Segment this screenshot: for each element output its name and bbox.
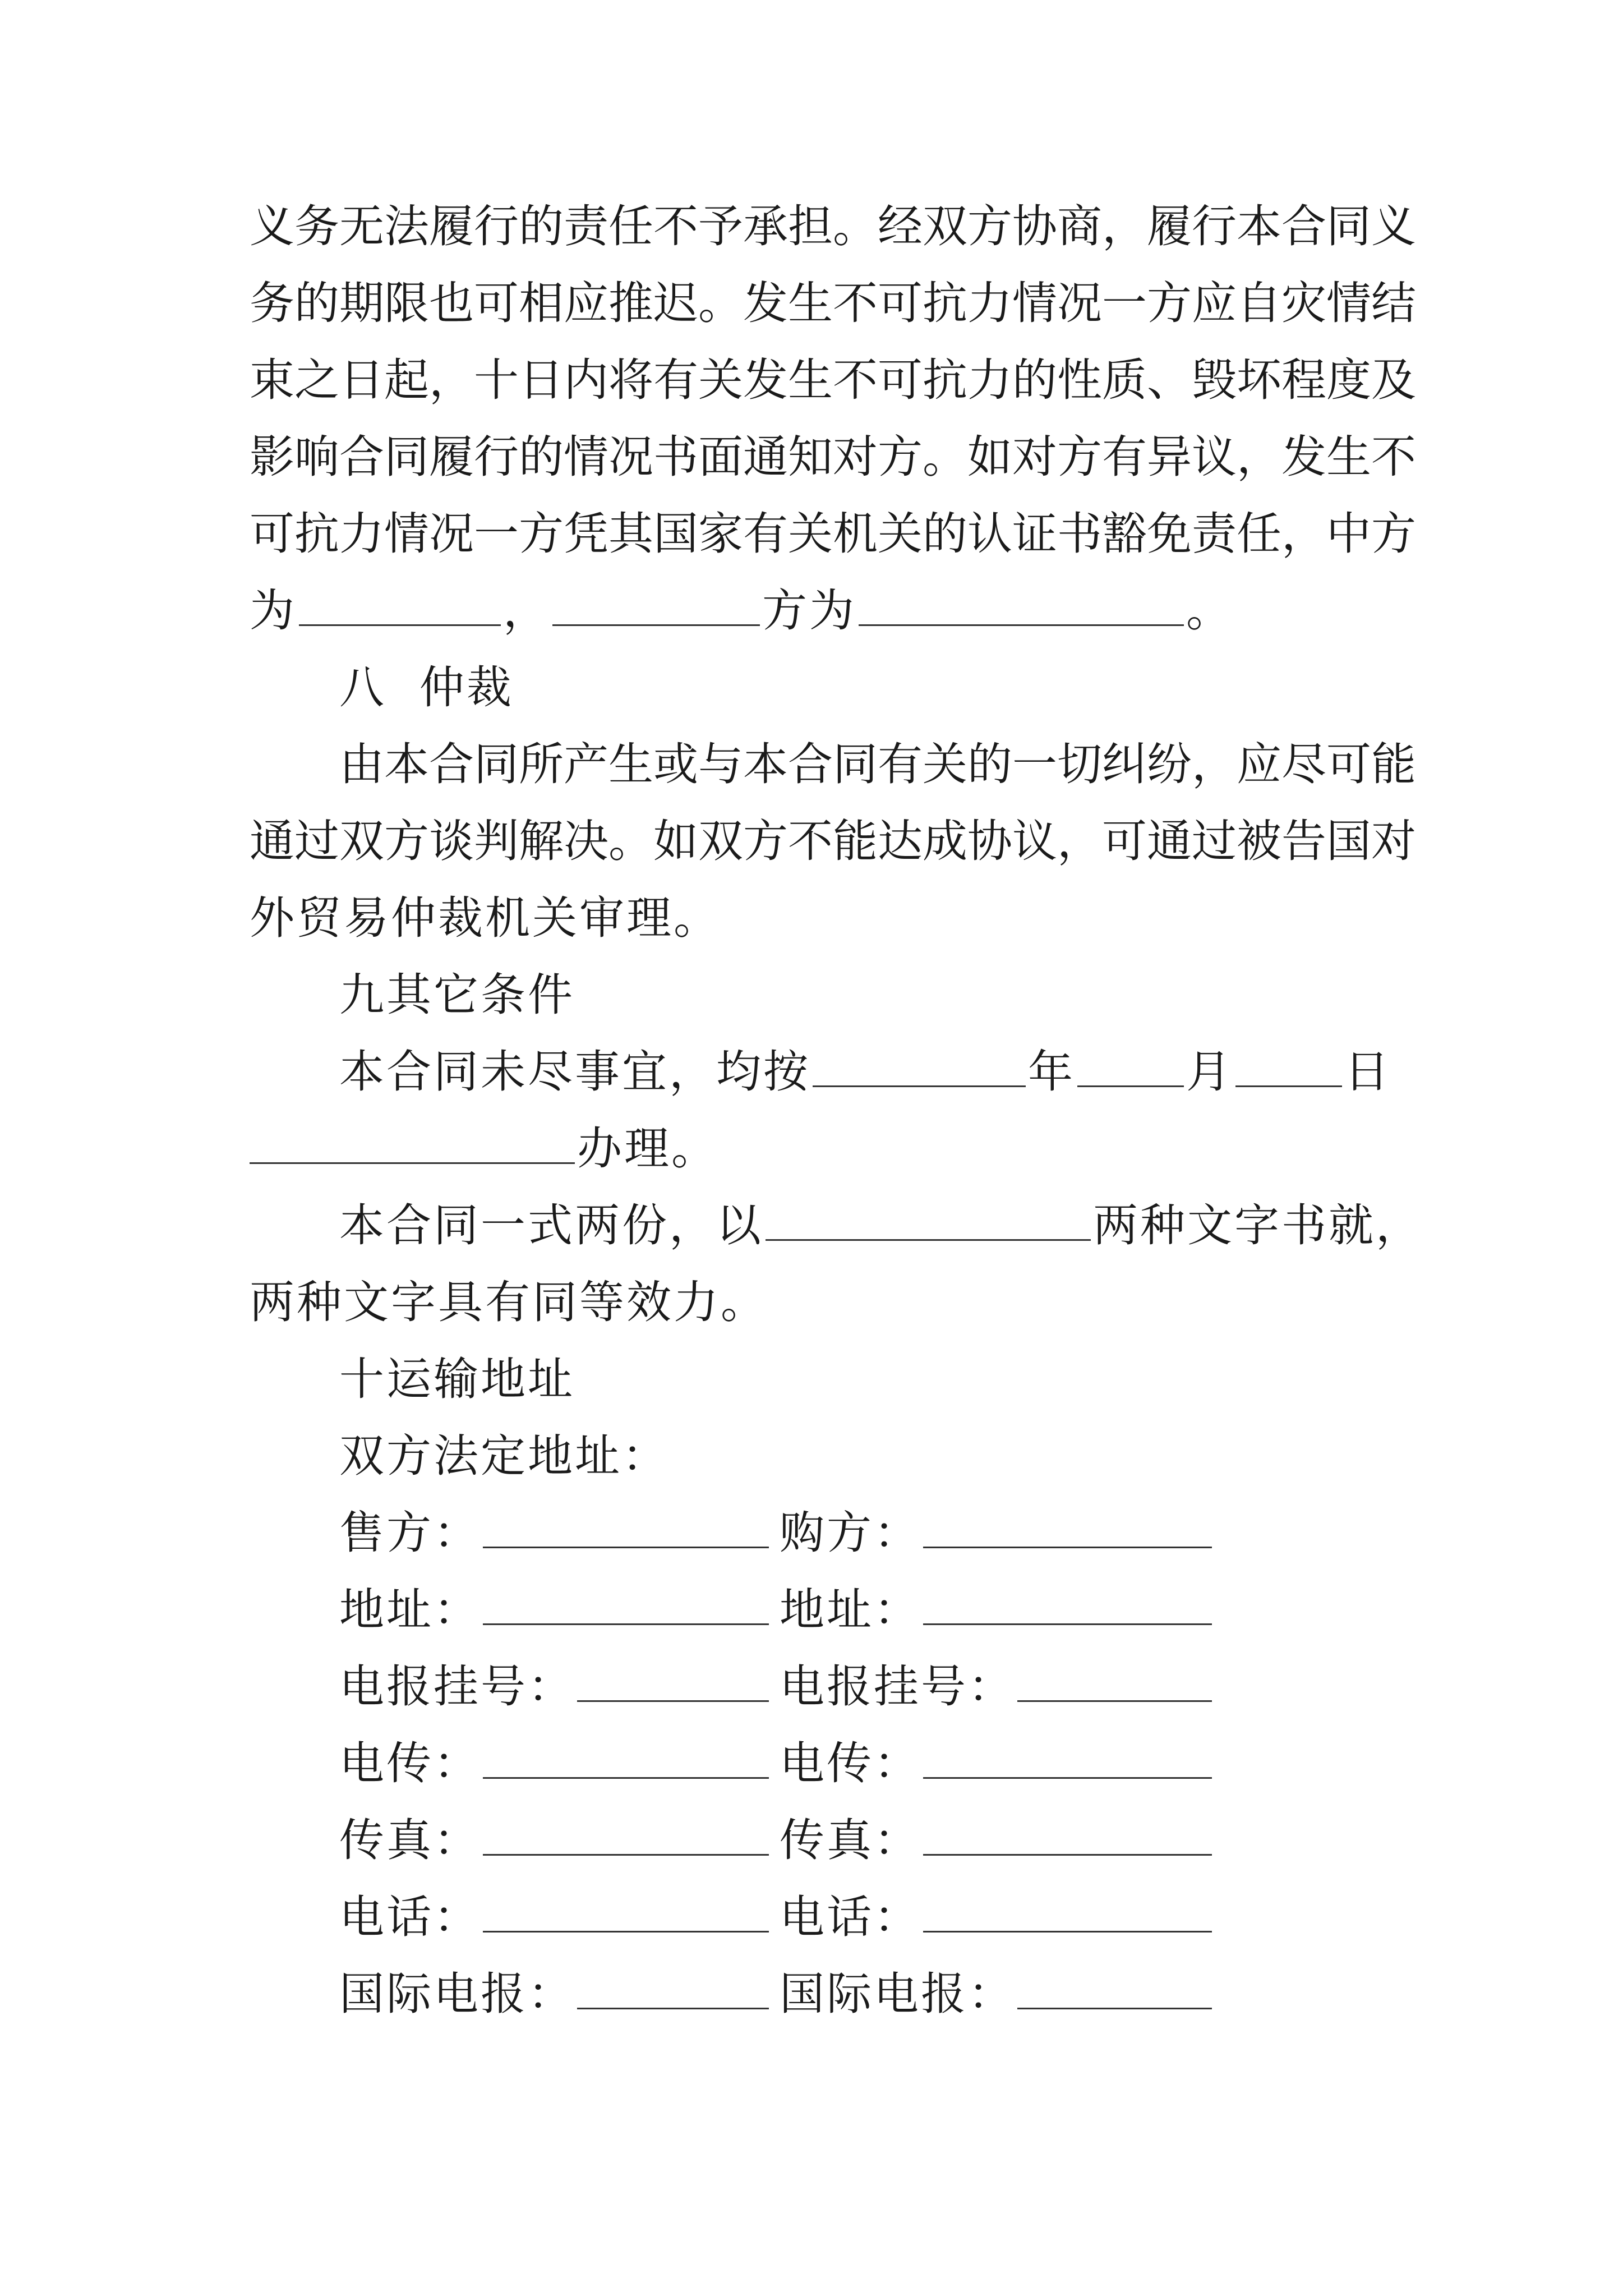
text-line (250, 1110, 1394, 1187)
fill-blank[interactable] (859, 585, 1184, 626)
text-segment: ， (503, 585, 550, 637)
fill-blank[interactable] (299, 585, 501, 626)
fill-blank[interactable] (766, 1200, 1091, 1241)
text-line (250, 572, 1394, 649)
text-line: 外贸易仲裁机关审理。 (250, 892, 721, 944)
text-segment: 为 (250, 585, 297, 637)
address-field-seller (339, 1802, 771, 1879)
fill-blank[interactable] (813, 1046, 1026, 1087)
fill-blank[interactable] (1077, 1046, 1184, 1087)
text-segment: 日 (1344, 1046, 1391, 1098)
text-segment: 办理。 (577, 1122, 718, 1175)
section-heading: 八 仲裁 (339, 661, 514, 714)
address-row (250, 1494, 1394, 1571)
fill-blank[interactable] (483, 1815, 769, 1856)
address-field-seller (339, 1955, 771, 2032)
address-field-seller (339, 1725, 771, 1802)
field-label: 国际电报： (339, 1968, 575, 2020)
fill-blank[interactable] (923, 1738, 1212, 1779)
field-label: 传真： (780, 1814, 921, 1866)
text-segment: 方为 (762, 585, 856, 637)
text-segment: 两种文字书就， (1093, 1199, 1423, 1251)
address-field-seller (339, 1571, 771, 1648)
address-field-seller (339, 1648, 771, 1725)
address-row (250, 1648, 1394, 1725)
field-label: 电话： (339, 1891, 481, 1943)
address-field-buyer (780, 1571, 1214, 1648)
document-page (250, 188, 1423, 2032)
field-label: 电传： (339, 1737, 481, 1789)
field-label: 电报挂号： (780, 1660, 1015, 1713)
text-line (250, 1033, 1394, 1110)
fill-blank[interactable] (1017, 1661, 1212, 1702)
field-label: 电话： (780, 1891, 921, 1943)
address-row (250, 1879, 1394, 1955)
text-line: 务的期限也可相应推迟。发生不可抗力情况一方应自灾情结 (250, 277, 1416, 329)
field-label: 电报挂号： (339, 1660, 575, 1713)
text-line (250, 1187, 1423, 1264)
fill-blank[interactable] (923, 1892, 1212, 1932)
text-segment: 本合同未尽事宜，均按 (339, 1046, 810, 1098)
field-label: 购方： (780, 1507, 921, 1559)
address-row (250, 1725, 1394, 1802)
fill-blank[interactable] (923, 1815, 1212, 1856)
fill-blank[interactable] (577, 1968, 769, 2009)
text-line: 双方法定地址： (339, 1430, 669, 1482)
fill-blank[interactable] (1235, 1046, 1342, 1087)
fill-blank[interactable] (577, 1661, 769, 1702)
address-field-buyer (780, 1802, 1214, 1879)
text-line: 影响合同履行的情况书面通知对方。如对方有异议，发生不 (250, 431, 1416, 483)
fill-blank[interactable] (1017, 1968, 1212, 2009)
field-label: 传真： (339, 1814, 481, 1866)
address-field-buyer (780, 1725, 1214, 1802)
fill-blank[interactable] (552, 585, 760, 626)
section-heading: 十运输地址 (339, 1353, 575, 1405)
address-field-buyer (780, 1879, 1214, 1955)
address-row (250, 1802, 1394, 1879)
text-segment: 本合同一式两份，以 (339, 1199, 763, 1251)
fill-blank[interactable] (483, 1507, 769, 1548)
address-field-buyer (780, 1648, 1214, 1725)
text-segment: 。 (1186, 585, 1233, 637)
text-line: 可抗力情况一方凭其国家有关机关的认证书豁免责任，中方 (250, 508, 1416, 560)
address-row (250, 1955, 1394, 2032)
text-segment: 月 (1186, 1046, 1233, 1098)
text-line: 通过双方谈判解决。如双方不能达成协议，可通过被告国对 (250, 815, 1416, 867)
fill-blank[interactable] (483, 1738, 769, 1779)
fill-blank[interactable] (923, 1507, 1212, 1548)
address-field-buyer (780, 1955, 1214, 2032)
text-line: 束之日起，十日内将有关发生不可抗力的性质、毁坏程度及 (250, 354, 1416, 406)
address-field-seller (339, 1879, 771, 1955)
address-field-buyer (780, 1494, 1214, 1571)
text-line: 义务无法履行的责任不予承担。经双方协商，履行本合同义 (250, 200, 1416, 252)
fill-blank[interactable] (923, 1584, 1212, 1625)
text-line: 两种文字具有同等效力。 (250, 1276, 768, 1328)
section-heading: 九其它条件 (339, 969, 575, 1021)
field-label: 售方： (339, 1507, 481, 1559)
fill-blank[interactable] (250, 1123, 575, 1164)
address-row (250, 1571, 1394, 1648)
text-segment: 年 (1028, 1046, 1075, 1098)
field-label: 地址： (780, 1584, 921, 1636)
fill-blank[interactable] (483, 1584, 769, 1625)
field-label: 地址： (339, 1584, 481, 1636)
field-label: 国际电报： (780, 1968, 1015, 2020)
text-line: 由本合同所产生或与本合同有关的一切纠纷，应尽可能 (339, 738, 1416, 790)
field-label: 电传： (780, 1737, 921, 1789)
address-field-seller (339, 1494, 771, 1571)
fill-blank[interactable] (483, 1892, 769, 1932)
address-table (250, 1494, 1394, 2032)
